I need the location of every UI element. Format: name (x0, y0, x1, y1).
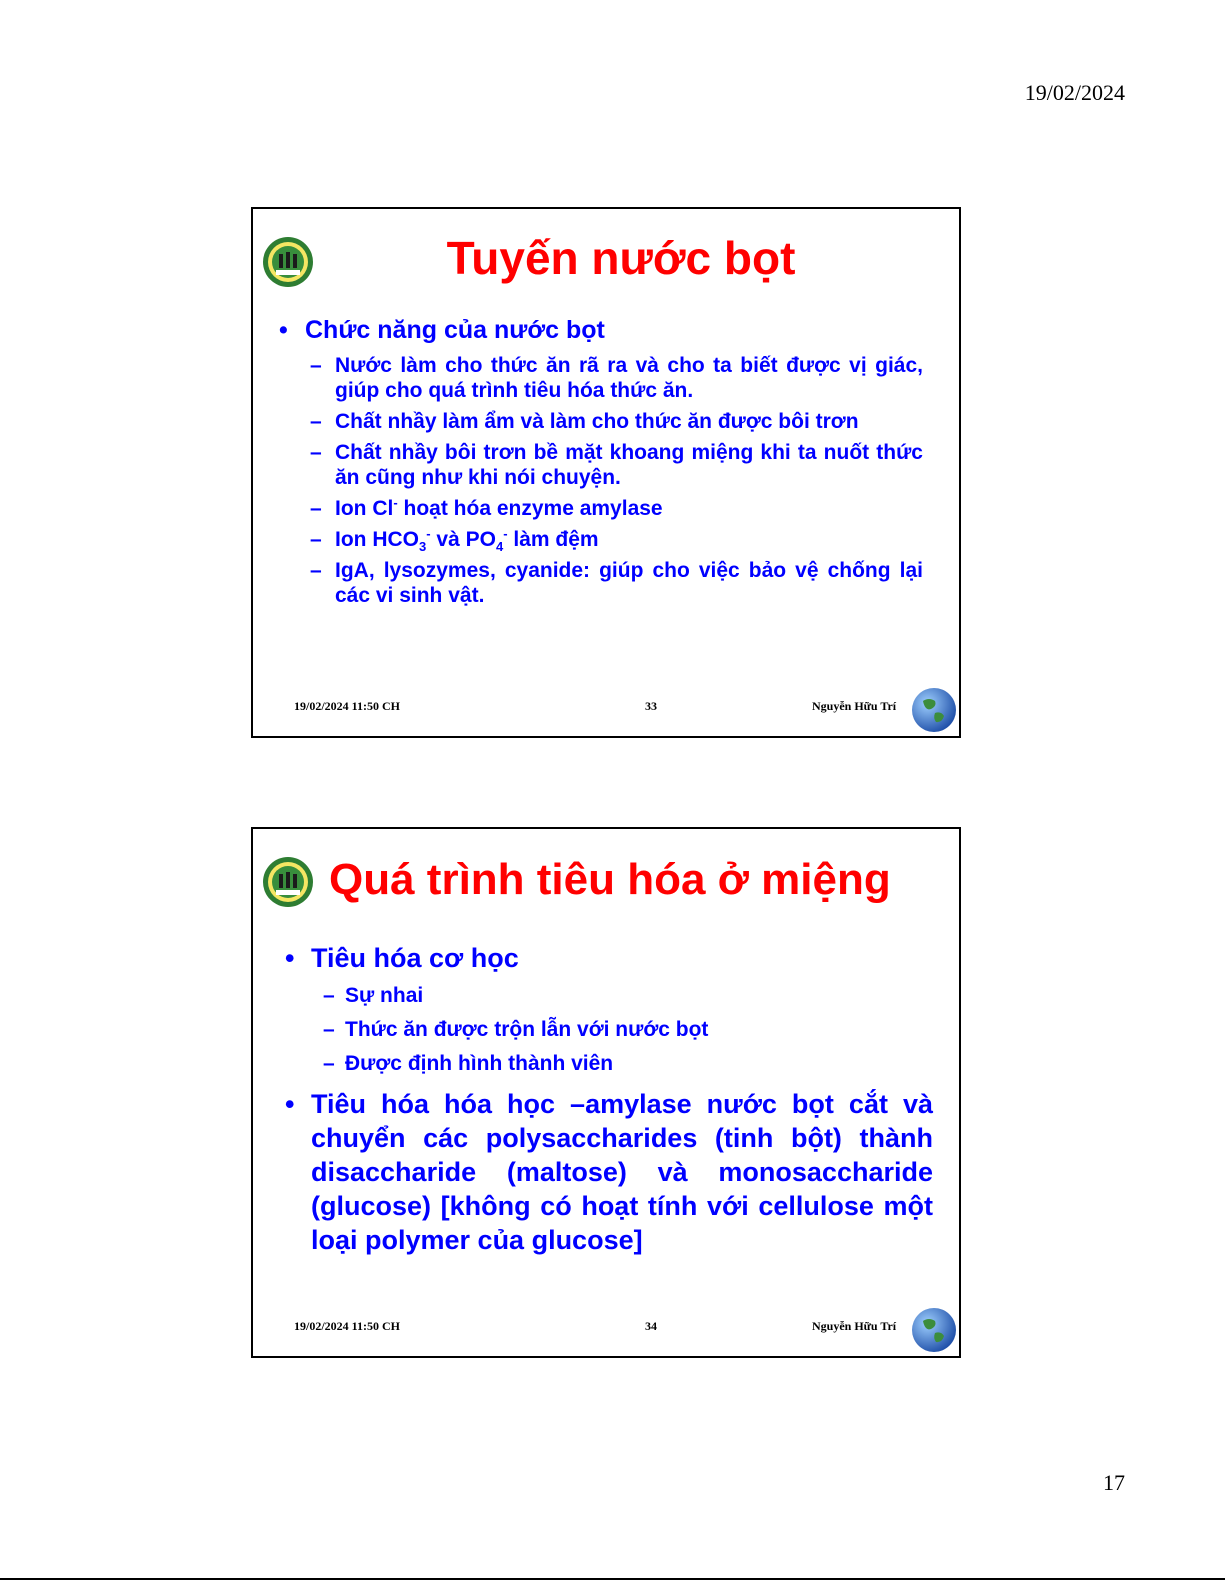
footer-author: Nguyễn Hữu Trí (812, 699, 897, 713)
sub-item: – IgA, lysozymes, cyanide: giúp cho việc bảo vệ chống lại các vi sinh vật. (277, 558, 923, 608)
sub-item-ion-hco3: – Ion $HCO_3^-$ và $PO_4^-$ làm đệm (277, 527, 923, 552)
slide-content (277, 313, 923, 608)
sub-item: – Chất nhầy làm ẩm và làm cho thức ăn được bôi trơn (277, 409, 923, 434)
bullet-item: • Tiêu hóa cơ học (283, 941, 933, 975)
slide-title: Quá trình tiêu hóa ở miệng (329, 855, 891, 904)
bullet-item: • Chức năng của nước bọt (277, 313, 923, 347)
footer-author: Nguyễn Hữu Trí (812, 1319, 897, 1333)
sub-list (283, 983, 933, 1077)
sub-item: – Nước làm cho thức ăn rã ra và cho ta biết được vị giác, giúp cho quá trình tiêu hóa thức ăn. (277, 353, 923, 403)
university-logo-icon (262, 856, 314, 908)
sub-item-ion-cl: – Ion Cl- hoạt hóa enzyme amylase (277, 496, 923, 521)
slide-33 (251, 207, 961, 738)
footer-slide-number: 34 (645, 1319, 657, 1333)
globe-icon (911, 687, 957, 733)
sub-list (277, 353, 923, 608)
sub-item: – Chất nhầy bôi trơn bề mặt khoang miệng khi ta nuốt thức ăn cũng như khi nói chuyện. (277, 440, 923, 490)
slide-content (283, 941, 933, 1257)
slide-34 (251, 827, 961, 1358)
slide-title: Tuyến nước bọt (446, 232, 796, 284)
footer-date: 19/02/2024 11:50 CH (294, 699, 401, 713)
sub-item: – Thức ăn được trộn lẫn với nước bọt (283, 1017, 933, 1043)
bullet-item: • Tiêu hóa hóa học –amylase nước bọt cắt và chuyển các polysaccharides (tinh bột) thành disaccharide (maltose) và monosaccharide (glucose) [không có hoạt tính với cellulose một loại polymer của glucose] (283, 1087, 933, 1257)
page-number: 17 (1103, 1470, 1125, 1495)
sub-item: – Sự nhai (283, 983, 933, 1009)
page-date: 19/02/2024 (1024, 80, 1125, 105)
footer-slide-number: 33 (645, 699, 657, 713)
sub-item: – Được định hình thành viên (283, 1051, 933, 1077)
globe-icon (911, 1307, 957, 1353)
footer-date: 19/02/2024 11:50 CH (294, 1319, 401, 1333)
bottom-divider (0, 1578, 1225, 1580)
